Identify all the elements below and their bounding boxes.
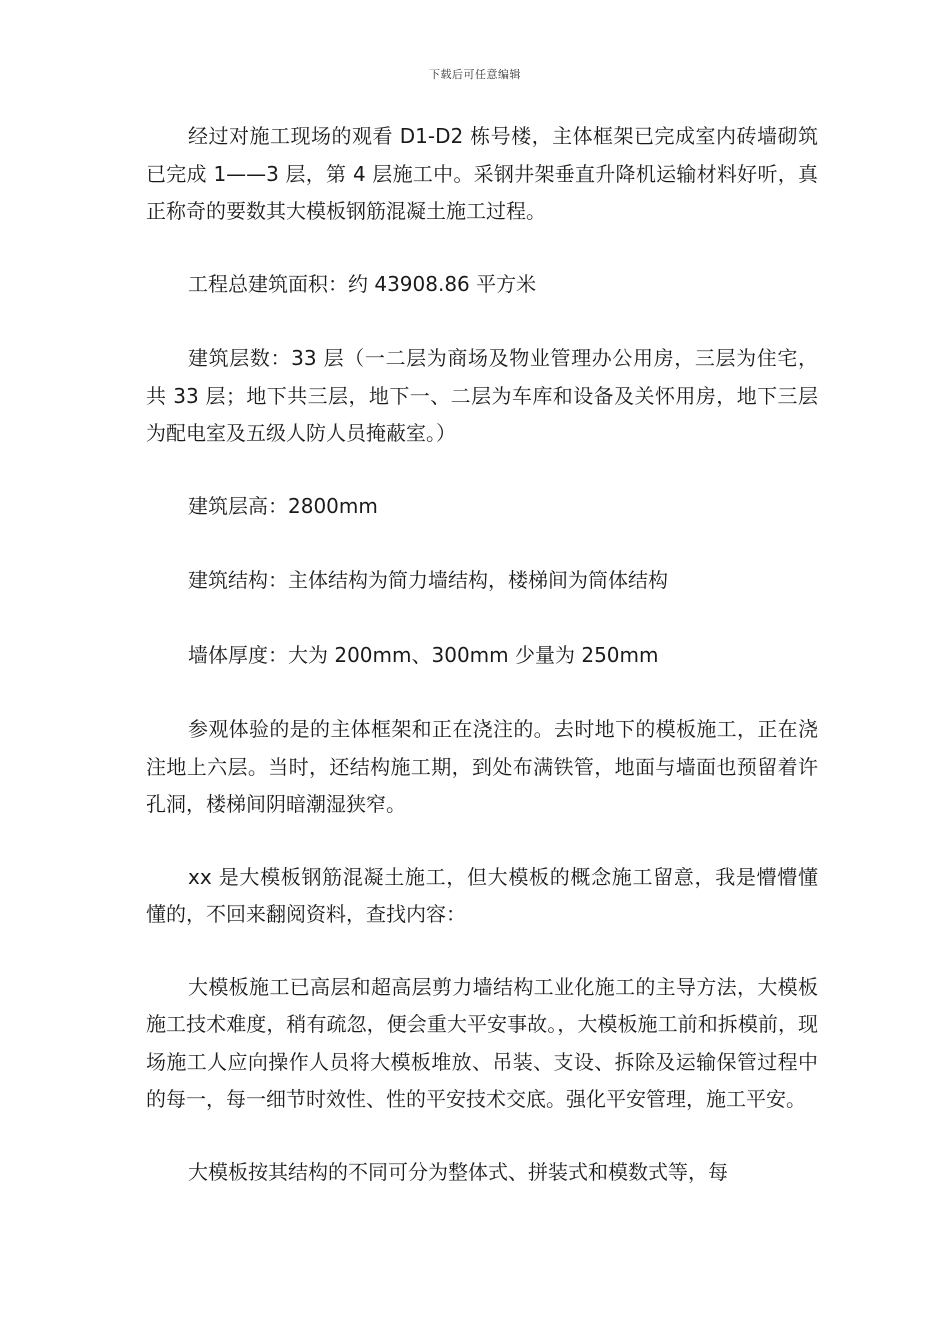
paragraph-visit-experience: 参观体验的是的主体框架和正在浇注的。去时地下的模板施工，正在浇注地上六层。当时，还结构施工期，到处布满铁管，地面与墙面也预留着许孔洞，楼梯间阴暗潮湿狭窄。 <box>146 717 818 816</box>
paragraph-structure: 建筑结构：主体结构为简力墙结构，楼梯间为筒体结构 <box>188 568 668 592</box>
paragraph-formwork-types: 大模板按其结构的不同可分为整体式、拼装式和模数式等，每 <box>188 1159 728 1184</box>
page-header: 下载后可任意编辑 <box>429 68 521 81</box>
paragraph-total-area: 工程总建筑面积：约 43908.86 平方米 <box>188 271 537 296</box>
document-body <box>146 118 818 1226</box>
paragraph-site-observation: 经过对施工现场的观看 D1-D2 栋号楼，主体框架已完成室内砖墙砌筑已完成 1——3 层，第 4 层施工中。采钢井架垂直升降机运输材料好听，真正称奇的要数其大模板钢筋混凝土施工过程。 <box>146 124 818 223</box>
paragraph-wall-thickness: 墙体厚度：大为 200mm、300mm 少量为 250mm <box>188 642 659 667</box>
paragraph-formwork-safety: 大模板施工已高层和超高层剪力墙结构工业化施工的主导方法，大模板施工技术难度，稍有疏忽，便会重大平安事故。，大模板施工前和拆模前，现场施工人应向操作人员将大模板堆放、吊装、支设、拆除及运输保管过程中的每一，每一细节时效性、性的平安技术交底。强化平安管理，施工平安。 <box>146 974 818 1111</box>
paragraph-floor-count: 建筑层数：33 层（一二层为商场及物业管理办公用房，三层为住宅，共 33 层；地下共三层，地下一、二层为车库和设备及关怀用房，地下三层为配电室及五级人防人员掩蔽室。） <box>146 346 818 445</box>
paragraph-large-formwork-intro: xx 是大模板钢筋混凝土施工，但大模板的概念施工留意，我是懵懵懂懂的，不回来翻阅资料，查找内容： <box>146 864 818 926</box>
paragraph-floor-height: 建筑层高：2800mm <box>188 493 378 518</box>
